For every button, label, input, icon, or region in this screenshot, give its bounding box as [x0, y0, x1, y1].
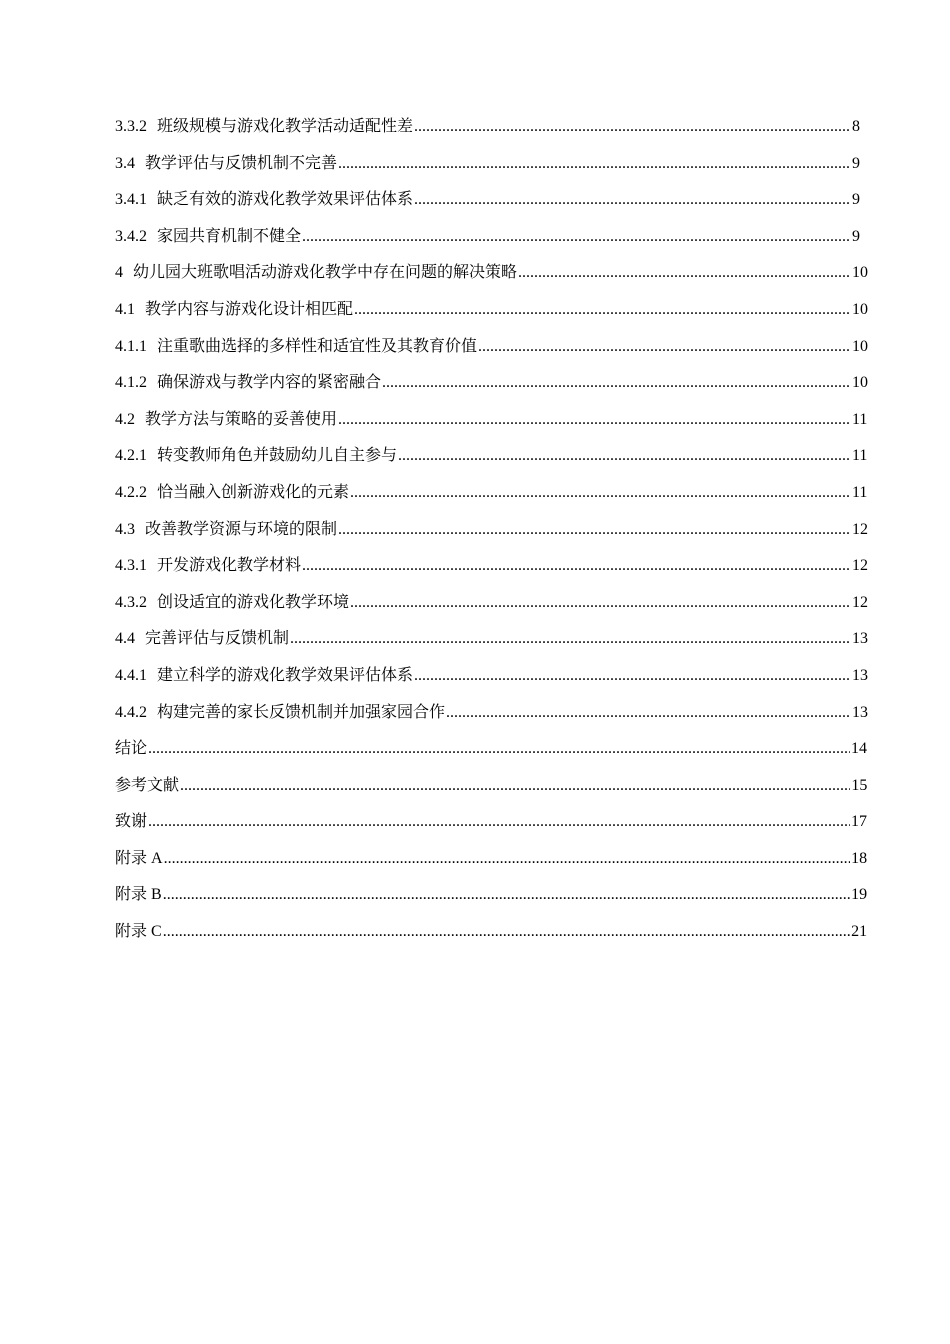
toc-entry-page: 10	[852, 300, 868, 318]
toc-entry-title: 创设适宜的游戏化教学环境	[157, 593, 350, 611]
toc-dot-leader	[338, 408, 851, 432]
toc-dot-leader	[518, 261, 851, 285]
toc-entry-number: 4.2.2	[115, 483, 147, 501]
toc-entry[interactable]	[115, 335, 868, 372]
toc-entry-number: 3.4.1	[115, 191, 147, 209]
toc-dot-leader	[180, 774, 850, 798]
toc-entry[interactable]	[115, 225, 860, 262]
toc-entry-title: 确保游戏与教学内容的紧密融合	[157, 374, 382, 392]
toc-dot-leader	[338, 518, 851, 542]
toc-entry-title: 班级规模与游戏化教学活动适配性差	[157, 118, 414, 135]
toc-entry-page: 15	[851, 776, 868, 794]
toc-entry-title: 构建完善的家长反馈机制并加强家园合作	[157, 703, 446, 721]
toc-entry-title: 恰当融入创新游戏化的元素	[157, 483, 350, 501]
toc-entry-number: 4.1.2	[115, 374, 147, 392]
toc-entry[interactable]	[115, 518, 868, 555]
toc-entry-page: 19	[851, 886, 868, 904]
table-of-contents	[115, 115, 868, 957]
toc-dot-leader	[382, 371, 851, 395]
toc-dot-leader	[478, 335, 851, 359]
toc-entry-number: 3.3.2	[115, 118, 147, 135]
toc-entry[interactable]	[115, 152, 860, 189]
toc-entry-title: 结论	[115, 740, 148, 758]
toc-dot-leader	[302, 554, 851, 578]
toc-entry-number: 4.3.2	[115, 593, 147, 611]
toc-dot-leader	[414, 188, 851, 212]
toc-entry[interactable]	[115, 591, 868, 628]
toc-entry[interactable]	[115, 664, 868, 701]
toc-entry-number: 4.3	[115, 520, 135, 538]
toc-dot-leader	[414, 115, 851, 139]
toc-entry-title: 转变教师角色并鼓励幼儿自主参与	[157, 447, 398, 465]
toc-entry[interactable]	[115, 371, 868, 408]
toc-dot-leader	[398, 444, 851, 468]
toc-entry-number: 4.3.1	[115, 557, 147, 575]
toc-entry-title: 附录 B	[115, 886, 162, 904]
toc-entry-title: 家园共育机制不健全	[157, 227, 302, 245]
toc-entry[interactable]	[115, 920, 868, 957]
toc-entry[interactable]	[115, 408, 868, 445]
toc-entry[interactable]	[115, 554, 868, 591]
toc-dot-leader	[414, 664, 851, 688]
toc-entry[interactable]	[115, 261, 868, 298]
toc-entry-title: 幼儿园大班歌唱活动游戏化教学中存在问题的解决策略	[133, 264, 518, 282]
toc-entry-page: 11	[852, 447, 868, 465]
toc-entry-number: 4	[115, 264, 123, 282]
toc-dot-leader	[148, 810, 850, 834]
toc-dot-leader	[302, 225, 851, 249]
toc-entry-page: 8	[852, 118, 860, 135]
toc-entry-title: 开发游戏化教学材料	[157, 557, 302, 575]
toc-entry-number: 3.4	[115, 154, 135, 172]
toc-dot-leader	[350, 591, 851, 615]
toc-entry-page: 12	[852, 557, 868, 575]
toc-entry-title: 教学内容与游戏化设计相匹配	[145, 300, 354, 318]
toc-entry[interactable]	[115, 810, 867, 847]
toc-entry-page: 9	[852, 154, 860, 172]
toc-entry-page: 14	[850, 740, 867, 758]
toc-entry-page: 12	[852, 593, 868, 611]
toc-entry-title: 完善评估与反馈机制	[145, 630, 290, 648]
toc-entry-title: 教学评估与反馈机制不完善	[145, 154, 338, 172]
toc-entry-page: 18	[851, 849, 868, 867]
toc-entry-page: 13	[852, 630, 868, 648]
toc-entry-page: 9	[852, 191, 860, 209]
toc-dot-leader	[338, 152, 851, 176]
toc-dot-leader	[164, 847, 851, 871]
toc-dot-leader	[163, 920, 850, 944]
toc-entry[interactable]	[115, 774, 868, 811]
toc-entry-page: 13	[852, 666, 868, 684]
toc-entry[interactable]	[115, 481, 868, 518]
toc-entry-page: 17	[850, 813, 867, 831]
toc-dot-leader	[446, 701, 851, 725]
toc-entry[interactable]	[115, 737, 867, 774]
toc-entry[interactable]	[115, 883, 868, 920]
toc-entry-page: 21	[851, 923, 868, 941]
toc-entry[interactable]	[115, 298, 868, 335]
toc-dot-leader	[290, 627, 851, 651]
toc-entry-title: 改善教学资源与环境的限制	[145, 520, 338, 538]
toc-entry-title: 教学方法与策略的妥善使用	[145, 410, 338, 428]
toc-entry-number: 4.2	[115, 410, 135, 428]
toc-dot-leader	[354, 298, 851, 322]
toc-entry-page: 10	[852, 337, 868, 355]
toc-entry-number: 4.4.1	[115, 666, 147, 684]
toc-entry[interactable]	[115, 115, 860, 152]
toc-entry-page: 10	[852, 374, 868, 392]
toc-entry-title: 参考文献	[115, 776, 180, 794]
toc-entry[interactable]	[115, 627, 868, 664]
toc-entry-number: 3.4.2	[115, 227, 147, 245]
toc-entry-page: 11	[852, 483, 868, 501]
toc-entry-title: 缺乏有效的游戏化教学效果评估体系	[157, 191, 414, 209]
toc-entry-page: 9	[852, 227, 860, 245]
toc-entry[interactable]	[115, 188, 860, 225]
toc-entry-title: 附录 C	[115, 923, 162, 941]
toc-dot-leader	[163, 883, 850, 907]
toc-entry-number: 4.1	[115, 300, 135, 318]
toc-entry-page: 10	[852, 264, 868, 282]
toc-entry-number: 4.4.2	[115, 703, 147, 721]
toc-entry-page: 11	[852, 410, 868, 428]
toc-entry-title: 致谢	[115, 813, 148, 831]
toc-entry-page: 13	[852, 703, 868, 721]
toc-entry[interactable]	[115, 847, 868, 884]
toc-dot-leader	[350, 481, 851, 505]
toc-dot-leader	[148, 737, 850, 761]
toc-entry-number: 4.4	[115, 630, 135, 648]
toc-entry-page: 12	[852, 520, 868, 538]
toc-entry-number: 4.2.1	[115, 447, 147, 465]
toc-entry[interactable]	[115, 444, 868, 481]
toc-entry-title: 附录 A	[115, 849, 163, 867]
toc-entry-number: 4.1.1	[115, 337, 147, 355]
toc-entry[interactable]	[115, 701, 868, 738]
toc-entry-title: 建立科学的游戏化教学效果评估体系	[157, 666, 414, 684]
toc-entry-title: 注重歌曲选择的多样性和适宜性及其教育价值	[157, 337, 478, 355]
